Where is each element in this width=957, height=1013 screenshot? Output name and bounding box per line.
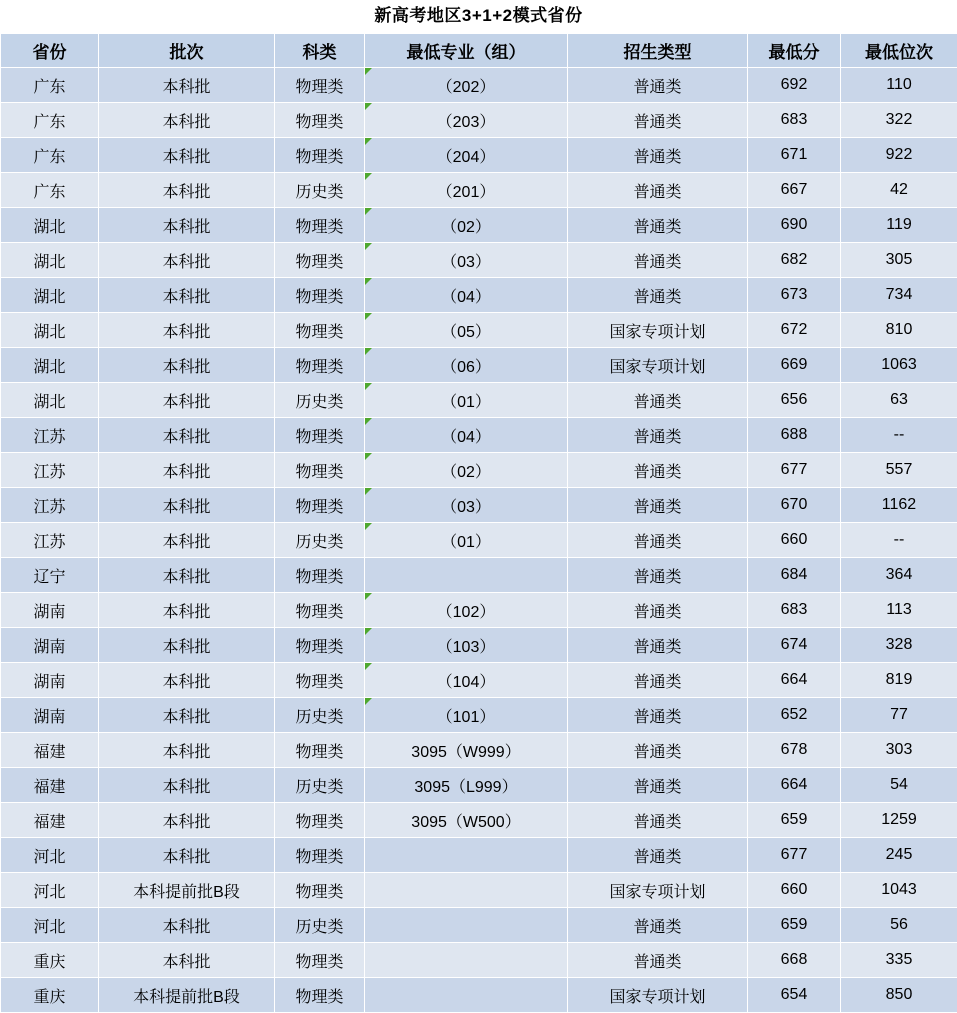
cell-province: 江苏 xyxy=(1,418,99,453)
cell-enroll_type: 普通类 xyxy=(568,173,748,208)
table-row xyxy=(1,698,957,733)
cell-min_rank: 922 xyxy=(841,138,957,173)
cell-subject: 物理类 xyxy=(275,278,365,313)
cell-province: 江苏 xyxy=(1,488,99,523)
table-row xyxy=(1,243,957,278)
cell-min_score: 659 xyxy=(748,803,841,838)
cell-subject: 历史类 xyxy=(275,523,365,558)
cell-subject: 历史类 xyxy=(275,768,365,803)
cell-enroll_type: 普通类 xyxy=(568,523,748,558)
cell-min_score: 684 xyxy=(748,558,841,593)
table-row xyxy=(1,208,957,243)
cell-subject: 历史类 xyxy=(275,383,365,418)
cell-batch: 本科批 xyxy=(99,733,275,768)
cell-major-marked: （03） xyxy=(365,488,568,523)
cell-enroll_type: 普通类 xyxy=(568,488,748,523)
cell-major-marked: （201） xyxy=(365,173,568,208)
cell-major xyxy=(365,558,568,593)
cell-min_rank: 54 xyxy=(841,768,957,803)
cell-subject: 物理类 xyxy=(275,103,365,138)
cell-min_rank: 734 xyxy=(841,278,957,313)
cell-subject: 物理类 xyxy=(275,243,365,278)
cell-subject: 物理类 xyxy=(275,488,365,523)
cell-enroll_type: 普通类 xyxy=(568,628,748,663)
cell-province: 重庆 xyxy=(1,978,99,1013)
cell-subject: 物理类 xyxy=(275,733,365,768)
cell-batch: 本科批 xyxy=(99,523,275,558)
cell-major xyxy=(365,908,568,943)
cell-enroll_type: 国家专项计划 xyxy=(568,348,748,383)
cell-batch: 本科批 xyxy=(99,943,275,978)
cell-enroll_type: 国家专项计划 xyxy=(568,313,748,348)
table-header-row xyxy=(1,34,957,68)
cell-province: 河北 xyxy=(1,908,99,943)
cell-batch: 本科批 xyxy=(99,103,275,138)
cell-enroll_type: 普通类 xyxy=(568,593,748,628)
cell-subject: 物理类 xyxy=(275,558,365,593)
cell-subject: 历史类 xyxy=(275,173,365,208)
column-header-subject: 科类 xyxy=(275,34,365,68)
cell-subject: 物理类 xyxy=(275,418,365,453)
column-header-min-rank: 最低位次 xyxy=(841,34,957,68)
table-row xyxy=(1,978,957,1013)
cell-min_score: 682 xyxy=(748,243,841,278)
table-row xyxy=(1,873,957,908)
table-row xyxy=(1,103,957,138)
cell-batch: 本科批 xyxy=(99,453,275,488)
cell-batch: 本科批 xyxy=(99,313,275,348)
cell-min_score: 652 xyxy=(748,698,841,733)
cell-batch: 本科提前批B段 xyxy=(99,873,275,908)
cell-min_rank: 113 xyxy=(841,593,957,628)
cell-min_score: 664 xyxy=(748,768,841,803)
cell-min_rank: 110 xyxy=(841,68,957,103)
cell-subject: 物理类 xyxy=(275,138,365,173)
cell-min_score: 654 xyxy=(748,978,841,1013)
table-row xyxy=(1,453,957,488)
cell-major-marked: （04） xyxy=(365,418,568,453)
cell-batch: 本科提前批B段 xyxy=(99,978,275,1013)
cell-enroll_type: 国家专项计划 xyxy=(568,873,748,908)
cell-min_score: 672 xyxy=(748,313,841,348)
cell-major-marked: （102） xyxy=(365,593,568,628)
cell-major-marked: （03） xyxy=(365,243,568,278)
cell-major xyxy=(365,838,568,873)
table-row xyxy=(1,908,957,943)
table-row xyxy=(1,558,957,593)
cell-min_score: 671 xyxy=(748,138,841,173)
cell-enroll_type: 普通类 xyxy=(568,698,748,733)
cell-batch: 本科批 xyxy=(99,278,275,313)
cell-min_rank: 1063 xyxy=(841,348,957,383)
cell-subject: 历史类 xyxy=(275,698,365,733)
cell-enroll_type: 普通类 xyxy=(568,663,748,698)
cell-province: 江苏 xyxy=(1,523,99,558)
column-header-min-score: 最低分 xyxy=(748,34,841,68)
table-row xyxy=(1,383,957,418)
cell-min_score: 668 xyxy=(748,943,841,978)
cell-enroll_type: 普通类 xyxy=(568,208,748,243)
cell-batch: 本科批 xyxy=(99,138,275,173)
cell-min_rank: 56 xyxy=(841,908,957,943)
cell-min_score: 690 xyxy=(748,208,841,243)
cell-major-marked: （203） xyxy=(365,103,568,138)
cell-enroll_type: 普通类 xyxy=(568,103,748,138)
table-row xyxy=(1,348,957,383)
cell-enroll_type: 普通类 xyxy=(568,838,748,873)
cell-min_rank: 335 xyxy=(841,943,957,978)
cell-subject: 物理类 xyxy=(275,978,365,1013)
cell-min_score: 667 xyxy=(748,173,841,208)
cell-province: 重庆 xyxy=(1,943,99,978)
table-row xyxy=(1,418,957,453)
cell-enroll_type: 普通类 xyxy=(568,278,748,313)
cell-province: 湖南 xyxy=(1,663,99,698)
cell-min_rank: 1259 xyxy=(841,803,957,838)
cell-subject: 物理类 xyxy=(275,943,365,978)
cell-province: 湖南 xyxy=(1,698,99,733)
cell-min_score: 692 xyxy=(748,68,841,103)
cell-major-marked: （02） xyxy=(365,453,568,488)
cell-min_rank: 322 xyxy=(841,103,957,138)
column-header-batch: 批次 xyxy=(99,34,275,68)
cell-batch: 本科批 xyxy=(99,488,275,523)
cell-subject: 物理类 xyxy=(275,628,365,663)
cell-major xyxy=(365,873,568,908)
table-body xyxy=(1,68,957,1013)
cell-province: 福建 xyxy=(1,768,99,803)
cell-subject: 物理类 xyxy=(275,453,365,488)
cell-province: 湖北 xyxy=(1,313,99,348)
cell-major-marked: （05） xyxy=(365,313,568,348)
cell-min_rank: 63 xyxy=(841,383,957,418)
table-row xyxy=(1,768,957,803)
cell-batch: 本科批 xyxy=(99,243,275,278)
column-header-major: 最低专业（组） xyxy=(365,34,568,68)
cell-batch: 本科批 xyxy=(99,663,275,698)
table-row xyxy=(1,593,957,628)
cell-major: 3095（W500） xyxy=(365,803,568,838)
cell-batch: 本科批 xyxy=(99,908,275,943)
admission-score-table xyxy=(0,33,957,1013)
cell-min_score: 677 xyxy=(748,838,841,873)
table-row xyxy=(1,68,957,103)
column-header-province: 省份 xyxy=(1,34,99,68)
table-row xyxy=(1,838,957,873)
cell-min_rank: 77 xyxy=(841,698,957,733)
cell-province: 福建 xyxy=(1,733,99,768)
cell-enroll_type: 普通类 xyxy=(568,768,748,803)
cell-major xyxy=(365,978,568,1013)
cell-province: 江苏 xyxy=(1,453,99,488)
cell-enroll_type: 国家专项计划 xyxy=(568,978,748,1013)
cell-min_score: 664 xyxy=(748,663,841,698)
cell-min_score: 683 xyxy=(748,593,841,628)
cell-batch: 本科批 xyxy=(99,68,275,103)
cell-enroll_type: 普通类 xyxy=(568,383,748,418)
table-row xyxy=(1,138,957,173)
cell-subject: 物理类 xyxy=(275,313,365,348)
cell-province: 福建 xyxy=(1,803,99,838)
table-row xyxy=(1,278,957,313)
cell-enroll_type: 普通类 xyxy=(568,418,748,453)
cell-min_rank: 810 xyxy=(841,313,957,348)
cell-batch: 本科批 xyxy=(99,593,275,628)
table-row xyxy=(1,523,957,558)
cell-enroll_type: 普通类 xyxy=(568,943,748,978)
cell-batch: 本科批 xyxy=(99,628,275,663)
cell-subject: 物理类 xyxy=(275,593,365,628)
cell-batch: 本科批 xyxy=(99,348,275,383)
cell-major-marked: （06） xyxy=(365,348,568,383)
cell-batch: 本科批 xyxy=(99,698,275,733)
cell-enroll_type: 普通类 xyxy=(568,733,748,768)
cell-province: 河北 xyxy=(1,873,99,908)
cell-batch: 本科批 xyxy=(99,383,275,418)
cell-min_rank: 1162 xyxy=(841,488,957,523)
cell-min_score: 669 xyxy=(748,348,841,383)
cell-province: 湖南 xyxy=(1,593,99,628)
cell-min_score: 660 xyxy=(748,523,841,558)
cell-major-marked: （202） xyxy=(365,68,568,103)
cell-subject: 物理类 xyxy=(275,873,365,908)
cell-batch: 本科批 xyxy=(99,803,275,838)
cell-min_rank: 364 xyxy=(841,558,957,593)
cell-min_rank: -- xyxy=(841,418,957,453)
cell-min_score: 674 xyxy=(748,628,841,663)
cell-batch: 本科批 xyxy=(99,558,275,593)
table-row xyxy=(1,733,957,768)
cell-subject: 物理类 xyxy=(275,838,365,873)
cell-min_rank: 1043 xyxy=(841,873,957,908)
cell-min_score: 659 xyxy=(748,908,841,943)
table-row xyxy=(1,173,957,208)
cell-enroll_type: 普通类 xyxy=(568,243,748,278)
cell-batch: 本科批 xyxy=(99,173,275,208)
cell-min_rank: 42 xyxy=(841,173,957,208)
cell-province: 湖北 xyxy=(1,208,99,243)
cell-min_rank: 119 xyxy=(841,208,957,243)
cell-enroll_type: 普通类 xyxy=(568,803,748,838)
table-row xyxy=(1,803,957,838)
cell-subject: 物理类 xyxy=(275,68,365,103)
page-title: 新高考地区3+1+2模式省份 xyxy=(0,0,957,33)
cell-province: 湖北 xyxy=(1,348,99,383)
cell-major-marked: （02） xyxy=(365,208,568,243)
cell-major-marked: （01） xyxy=(365,383,568,418)
cell-min_score: 683 xyxy=(748,103,841,138)
cell-province: 河北 xyxy=(1,838,99,873)
table-row xyxy=(1,488,957,523)
cell-enroll_type: 普通类 xyxy=(568,908,748,943)
cell-min_score: 678 xyxy=(748,733,841,768)
cell-min_score: 670 xyxy=(748,488,841,523)
cell-enroll_type: 普通类 xyxy=(568,453,748,488)
cell-batch: 本科批 xyxy=(99,768,275,803)
cell-min_score: 677 xyxy=(748,453,841,488)
cell-province: 广东 xyxy=(1,173,99,208)
cell-province: 湖北 xyxy=(1,278,99,313)
cell-min_rank: 305 xyxy=(841,243,957,278)
cell-province: 湖北 xyxy=(1,383,99,418)
cell-min_score: 673 xyxy=(748,278,841,313)
cell-min_rank: 245 xyxy=(841,838,957,873)
cell-province: 广东 xyxy=(1,68,99,103)
table-row xyxy=(1,663,957,698)
cell-major-marked: （204） xyxy=(365,138,568,173)
table-row xyxy=(1,943,957,978)
cell-province: 广东 xyxy=(1,138,99,173)
cell-major xyxy=(365,943,568,978)
cell-batch: 本科批 xyxy=(99,208,275,243)
cell-province: 辽宁 xyxy=(1,558,99,593)
cell-subject: 物理类 xyxy=(275,348,365,383)
cell-major: 3095（W999） xyxy=(365,733,568,768)
cell-min_score: 656 xyxy=(748,383,841,418)
cell-min_score: 688 xyxy=(748,418,841,453)
cell-min_rank: 557 xyxy=(841,453,957,488)
cell-enroll_type: 普通类 xyxy=(568,558,748,593)
cell-enroll_type: 普通类 xyxy=(568,138,748,173)
cell-subject: 物理类 xyxy=(275,803,365,838)
cell-major: 3095（L999） xyxy=(365,768,568,803)
cell-enroll_type: 普通类 xyxy=(568,68,748,103)
cell-subject: 历史类 xyxy=(275,908,365,943)
cell-subject: 物理类 xyxy=(275,208,365,243)
cell-min_rank: 819 xyxy=(841,663,957,698)
cell-major-marked: （103） xyxy=(365,628,568,663)
column-header-enroll-type: 招生类型 xyxy=(568,34,748,68)
cell-province: 湖南 xyxy=(1,628,99,663)
cell-major-marked: （04） xyxy=(365,278,568,313)
cell-major-marked: （01） xyxy=(365,523,568,558)
table-row xyxy=(1,628,957,663)
table-row xyxy=(1,313,957,348)
cell-min_rank: 328 xyxy=(841,628,957,663)
cell-province: 广东 xyxy=(1,103,99,138)
cell-min_rank: -- xyxy=(841,523,957,558)
cell-min_score: 660 xyxy=(748,873,841,908)
cell-min_rank: 850 xyxy=(841,978,957,1013)
cell-subject: 物理类 xyxy=(275,663,365,698)
cell-major-marked: （101） xyxy=(365,698,568,733)
cell-province: 湖北 xyxy=(1,243,99,278)
cell-min_rank: 303 xyxy=(841,733,957,768)
cell-major-marked: （104） xyxy=(365,663,568,698)
cell-batch: 本科批 xyxy=(99,418,275,453)
cell-batch: 本科批 xyxy=(99,838,275,873)
